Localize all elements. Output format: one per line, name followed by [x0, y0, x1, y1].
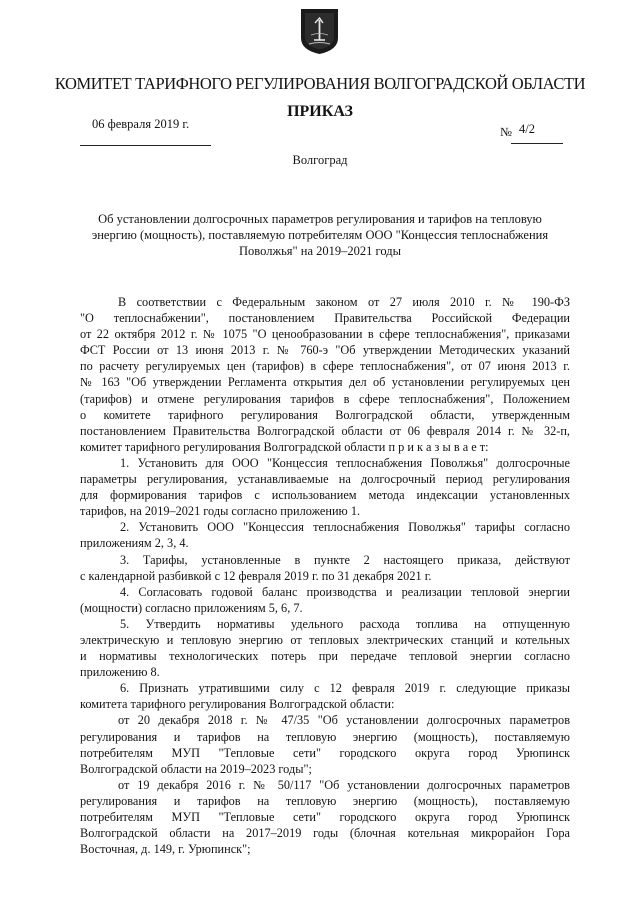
body-line: от 19 декабря 2016 г. № 50/117 "Об установлении долгосрочных параметров: [118, 777, 570, 792]
body-line: "О теплоснабжении", постановлением Правительства Российской Федерации: [80, 311, 570, 326]
body-line: 2. Установить ООО "Концессия теплоснабжения Поволжья" тарифы согласно: [120, 520, 570, 535]
body-line: (мощности) согласно приложениям 5, 6, 7.: [80, 600, 303, 615]
body-line: от 20 декабря 2018 г. № 47/35 "Об установлении долгосрочных параметров: [118, 713, 570, 728]
body-line: 4. Согласовать годовой баланс производства и реализации тепловой энергии: [120, 584, 570, 599]
subject-line: энергию (мощность), поставляемую потребителям ООО "Концессия теплоснабжения: [91, 228, 549, 242]
subject-line: Поволжья" на 2019–2021 годы: [239, 244, 401, 258]
body-line: Волгоградской области на 2017–2019 годы (блочная котельная микрорайон Гора: [80, 826, 570, 841]
date-underline: [80, 145, 211, 146]
body-line: 3. Тарифы, установленные в пункте 2 настоящего приказа, действуют: [120, 552, 570, 567]
body-line: приложению 8.: [80, 665, 160, 680]
body-line: тарифов, на 2019–2021 годы согласно приложению 1.: [80, 504, 361, 519]
body-line: о комитете тарифного регулирования Волгоградской области, утвержденным: [80, 407, 570, 422]
body-line: 5. Утвердить нормативы удельного расхода топлива на отпущенную: [120, 616, 570, 631]
subject-line: Об установлении долгосрочных параметров регулирования и тарифов на тепловую: [98, 212, 542, 226]
body-line: 1. Установить для ООО "Концессия теплоснабжения Поволжья" долгосрочные: [120, 455, 570, 470]
body-line: Восточная, д. 149, г. Урюпинск";: [80, 842, 251, 857]
body-line: и нормативы технологических потерь при передаче тепловой энергии согласно: [80, 649, 570, 664]
number-underline: [511, 143, 563, 144]
body-line: с календарной разбивкой с 12 февраля 2019 г. по 31 декабря 2021 г.: [80, 568, 432, 583]
committee-title: КОМИТЕТ ТАРИФНОГО РЕГУЛИРОВАНИЯ ВОЛГОГРАДСКОЙ ОБЛАСТИ: [54, 74, 586, 93]
body-line: комитета тарифного регулирования Волгоградской области:: [80, 697, 395, 712]
body-line: комитет тарифного регулирования Волгоградской области п р и к а з ы в а е т:: [80, 439, 489, 454]
body-line: электрическую и тепловую энергию от тепловых электрических станций и котельных: [80, 632, 570, 647]
document-subject: [70, 211, 570, 259]
body-line: (тарифов) и отмене регулирования тарифов в сфере теплоснабжения", Положением: [80, 391, 570, 406]
body-line: постановлением Правительства Волгоградской области от 06 февраля 2014 г. № 32-п,: [80, 423, 570, 438]
number-label: №: [500, 125, 512, 139]
body-line: потребителям МУП "Тепловые сети" городского округа город Урюпинск: [80, 745, 570, 760]
body-line: В соответствии с Федеральным законом от 27 июля 2010 г. № 190-ФЗ: [118, 295, 570, 309]
document-type: ПРИКАЗ: [287, 103, 353, 120]
body-line: № 163 "Об утверждении Регламента открытия дел об установлении регулируемых цен: [80, 375, 570, 390]
body-line: Волгоградской области на 2019–2023 годы";: [80, 761, 312, 776]
body-line: регулирования и тарифов на тепловую энергию (мощность), поставляемую: [80, 793, 570, 808]
body-line: ФСТ России от 13 июня 2013 г. № 760-э "Об утверждении Методических указаний: [80, 343, 570, 358]
body-line: для формирования тарифов с использованием метода индексации установленных: [80, 488, 570, 503]
document-date: 06 февраля 2019 г.: [92, 117, 190, 131]
body-line: по расчету регулируемых цен (тарифов) в сфере теплоснабжения", от 07 июня 2013 г.: [80, 359, 570, 374]
body-line: параметры регулирования, устанавливаемые на долгосрочный период регулирования: [80, 472, 570, 487]
body-line: от 22 октября 2012 г. № 1075 "О ценообразовании в сфере теплоснабжения", приказами: [80, 327, 570, 342]
body-line: 6. Признать утратившими силу с 12 февраля 2019 г. следующие приказы: [120, 681, 570, 696]
body-line: приложениям 2, 3, 4.: [80, 536, 189, 551]
volgograd-coat-of-arms-icon: [299, 8, 340, 55]
document-number: 4/2: [519, 122, 535, 136]
body-line: потребителям МУП "Тепловые сети" городского округа город Урюпинск: [80, 810, 570, 824]
body-line: регулирования и тарифов на тепловую энергию (мощность), поставляемую: [80, 729, 570, 744]
document-body: [80, 294, 570, 857]
city: Волгоград: [292, 153, 348, 167]
